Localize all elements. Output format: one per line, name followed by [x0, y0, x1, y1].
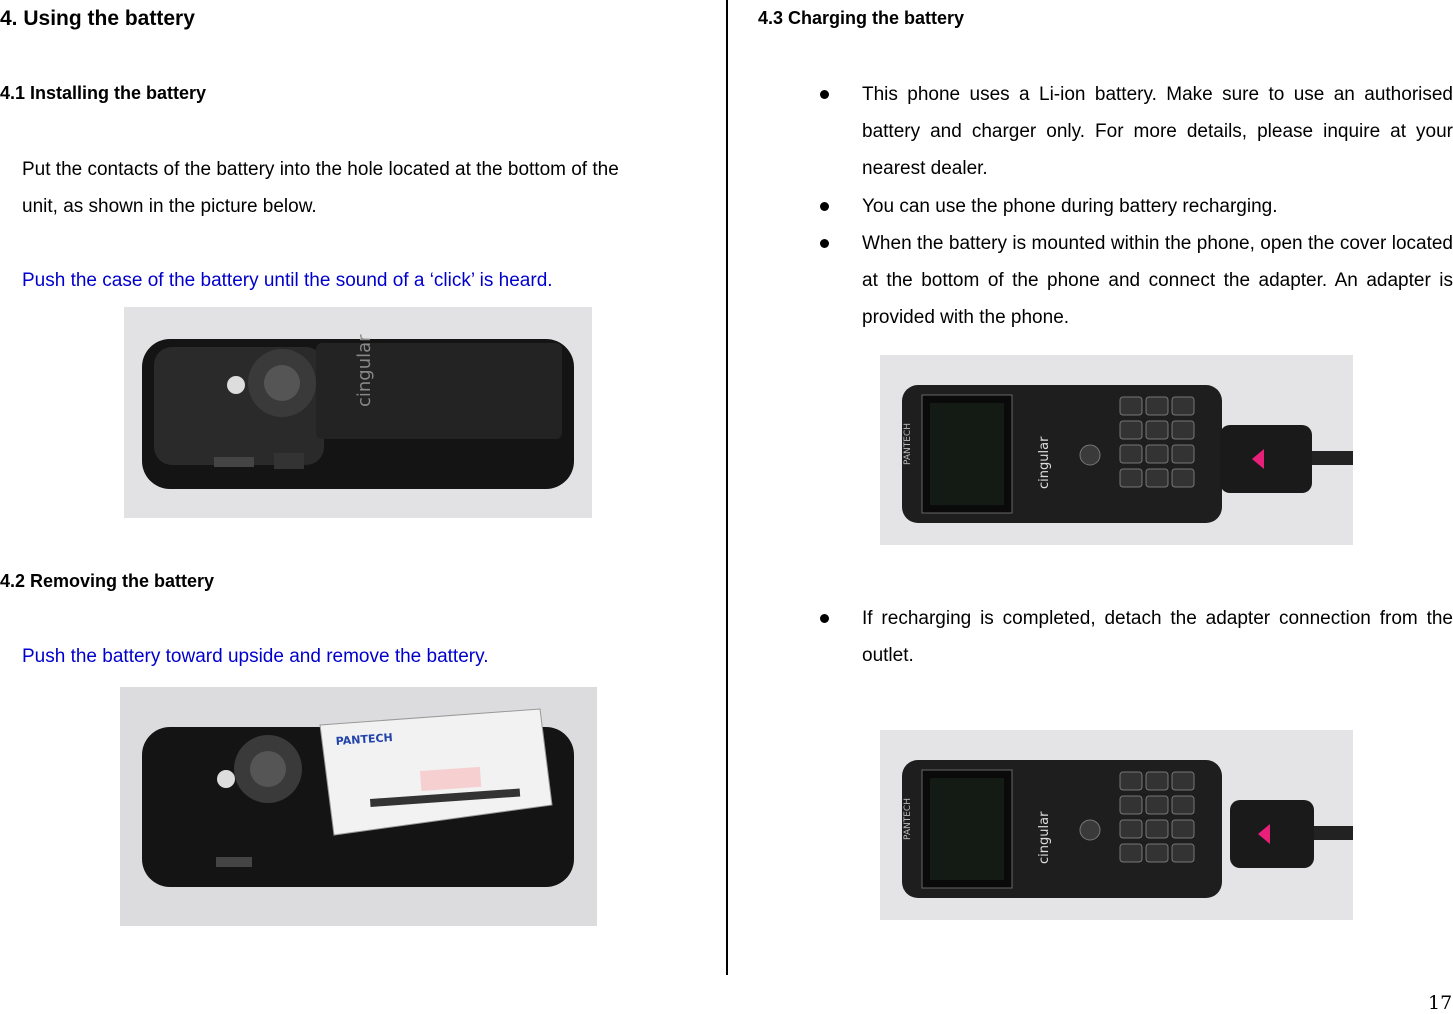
phone-brand: cingular	[1037, 811, 1052, 864]
charging-heading: 4.3 Charging the battery	[758, 8, 965, 28]
bullet-text: When the battery is mounted within the phone, open the cover located at the bottom of the phone and connect the adapter. An adapter is provided with the phone.	[862, 233, 1453, 328]
section-heading: 4. Using the battery	[0, 7, 195, 30]
bullet-item	[820, 76, 1453, 187]
install-heading: 4.1 Installing the battery	[0, 83, 207, 103]
page-number: 17	[1428, 992, 1453, 1014]
bullet-text: This phone uses a Li-ion battery. Make sure to use an authorised battery and charger only. For more details, please inquire at your nearest dealer.	[862, 84, 1453, 179]
bullet-dot	[820, 90, 829, 99]
install-line-1: Put the contacts of the battery into the hole located at the bottom of the	[22, 159, 619, 180]
install-photo	[124, 307, 592, 518]
bullet-text: You can use the phone during battery recharging.	[862, 196, 1278, 217]
bullet-text: If recharging is completed, detach the adapter connection from the outlet.	[862, 608, 1453, 666]
bullet-dot	[820, 202, 829, 211]
bullet-dot	[820, 239, 829, 248]
install-photo-brand: cingular	[354, 334, 375, 407]
install-paragraph	[22, 151, 702, 225]
column-divider	[726, 0, 728, 975]
bullet-item	[820, 600, 1453, 674]
bullet-item	[820, 188, 1453, 225]
battery-label-brand: PANTECH	[335, 731, 394, 748]
remove-heading: 4.2 Removing the battery	[0, 571, 215, 591]
phone-brand: cingular	[1037, 436, 1052, 489]
remove-note: Push the battery toward upside and remove the battery.	[22, 646, 489, 667]
maker-text: PANTECH	[903, 423, 913, 465]
detach-photo	[880, 730, 1353, 920]
bullet-dot	[820, 614, 829, 623]
bullet-item	[820, 225, 1453, 336]
maker-text: PANTECH	[903, 798, 913, 840]
install-line-2: unit, as shown in the picture below.	[22, 196, 317, 217]
charging-photo	[880, 355, 1353, 545]
install-note: Push the case of the battery until the sound of a ‘click’ is heard.	[22, 270, 553, 291]
remove-photo	[120, 687, 597, 926]
